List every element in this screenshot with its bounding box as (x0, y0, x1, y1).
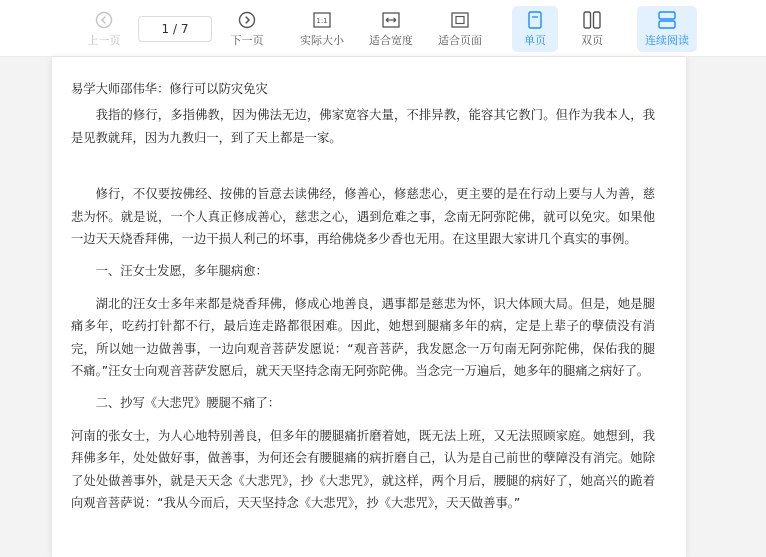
continuous-reading-button[interactable] (637, 6, 697, 52)
actual-size-label: 实际大小 (300, 34, 344, 47)
double-page-icon (583, 9, 601, 31)
prev-page-button[interactable] (80, 6, 128, 52)
reader-toolbar (0, 0, 766, 57)
next-page-label: 下一页 (230, 34, 264, 47)
paragraph: 修行，不仅要按佛经、按佛的旨意去读佛经，修善心，修慈悲心，更主要的是在行动上要与人为善，慈悲为怀。就是说，一个人真正修成善心，慈悲之心，遇到危难之事，念南无阿弥陀佛，就可以免灾。如果他一边天天烧香拜佛，一边干损人利己的坏事，再给佛烧多少香也无用。在这里跟大家讲几个真实的事例。 (71, 187, 655, 247)
double-page-button[interactable] (569, 6, 615, 52)
continuous-reading-label: 连续阅读 (645, 34, 689, 47)
prev-page-label: 上一页 (87, 34, 121, 47)
continuous-reading-icon (658, 9, 676, 31)
fit-width-button[interactable] (363, 6, 419, 52)
fit-page-icon (451, 9, 469, 31)
chevron-right-circle-icon (238, 9, 256, 31)
section-heading: 一、汪女士发愿，多年腿病愈： (95, 264, 268, 279)
single-page-icon (528, 9, 542, 31)
paragraph: 河南的张女士，为人心地特别善良，但多年的腰腿痛折磨着她，既无法上班，又无法照顾家庭。她想到，我拜佛多年，处处做好事，做善事，为何还会有腰腿痛的病折磨自己，认为是自己前世的孽障没有消完。她除了处处做善事外，就是天天念《大悲咒》，抄《大悲咒》，就这样，两个月后，腰腿的病好了，她高兴的跪着向观音菩萨说：“我从今而后，天天坚持念《大悲咒》，抄《大悲咒》，天天做善事。” (71, 428, 655, 511)
actual-size-button[interactable] (294, 6, 350, 52)
page-number-input[interactable]: 1 / 7 (138, 16, 212, 42)
paragraph: 我指的修行，多指佛教，因为佛法无边，佛家宽容大量，不排异教，能容其它教门。但作为我本人，我是见教就拜，因为九教归一，到了天上都是一家。 (71, 108, 655, 145)
fit-width-label: 适合宽度 (369, 34, 413, 47)
document-title: 易学大师邵伟华：修行可以防灾免灾 (71, 82, 268, 96)
chevron-left-circle-icon (95, 9, 113, 31)
section-heading: 二、抄写《大悲咒》腰腿不痛了： (95, 396, 281, 411)
paragraph: 湖北的汪女士多年来都是烧香拜佛，修成心地善良，遇事都是慈悲为怀，识大体顾大局。但是，她是腿痛多年，吃药打针都不行，最后连走路都很困难。因此，她想到腿痛多年的病，定是上辈子的孽债没有消完，所以她一边做善事，一边向观音菩萨发愿说：“观音菩萨，我发愿念一万句南无阿弥陀佛，保佑我的腿不痛。”汪女士向观音菩萨发愿后，就天天坚持念南无阿弥陀佛。当念完一万遍后，她多年的腿痛之病好了。 (71, 296, 655, 379)
fit-page-label: 适合页面 (438, 34, 482, 47)
next-page-button[interactable] (223, 6, 271, 52)
single-page-label: 单页 (524, 34, 546, 47)
fit-page-button[interactable] (432, 6, 488, 52)
double-page-label: 双页 (581, 34, 603, 47)
svg-text:1:1: 1:1 (316, 17, 328, 25)
actual-size-icon (313, 9, 331, 31)
document-content (71, 78, 655, 515)
fit-width-icon (382, 9, 400, 31)
single-page-button[interactable] (512, 6, 558, 52)
